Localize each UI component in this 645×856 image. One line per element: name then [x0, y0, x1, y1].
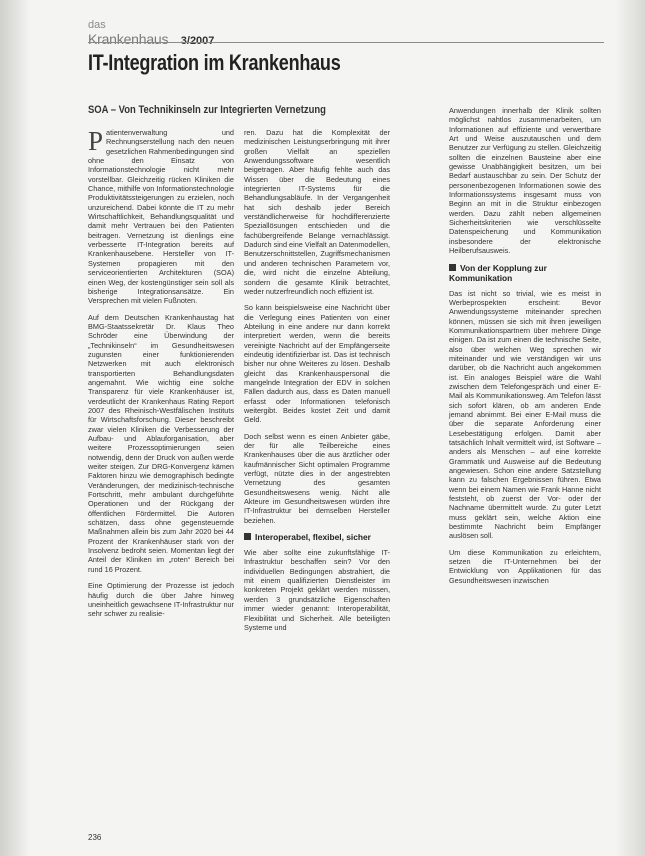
masthead-name: Krankenhaus	[88, 31, 169, 47]
scan-shadow-right	[615, 0, 645, 856]
article-title: IT-Integration im Krankenhaus	[88, 50, 341, 75]
article-subtitle: SOA – Von Technikinseln zur Integrierten Vernetzung	[88, 104, 326, 116]
paragraph: Anwendungen innerhalb der Klinik sollten möglichst nahtlos zusammenarbeiten, um Informationen auf effiziente und verwertbare Art und Weise auszutauschen und dem Benutzer zur Verfügung zu stellen. Gleichzeitig sollten die einzelnen Bausteine aber eine gewisse Unabhängigkeit besitzen, um bei Bedarf austauschbar zu sein. Der Schutz der personenbezogenen Informationen sowie des Informationssystems insgesamt muss von Beginn an mit in die Struktur einbezogen werden. Dazu zählt neben allgemeinen Sicherheitskriterien wie verschlüsselte Datenspeicherung und Kommunikation insbesondere der elektronische Heilberufsausweis.	[449, 106, 601, 256]
issue-number: 3/2007	[180, 35, 215, 47]
paragraph: Wie aber sollte eine zukunftsfähige IT-Infrastruktur beschaffen sein? Vor den individuellen Bedingungen abstrahiert, die mit einem qualifizierten Dienstleister im konkreten Projekt geklärt werden müssen, werden 3 grundsätzliche Eigenschaften immer wieder genannt: Interoperabilität, Flexibilität und Sicherheit. Alle beteiligten Systeme und	[244, 548, 390, 632]
paragraph: Um diese Kommunikation zu erleichtern, setzen die IT-Unternehmen bei der Entwicklung von Applikationen für das Gesundheitswesen inzwischen	[449, 547, 601, 585]
paragraph: Eine Optimierung der Prozesse ist jedoch häufig durch die über Jahre hinweg uneinheitlich gewachsene IT-Infrastruktur nur sehr schwer zu realisie-	[88, 581, 234, 619]
paragraph: Das ist nicht so trivial, wie es meist in Werbeprospekten erscheint: Bevor Anwendungssysteme miteinander sprechen können, müssen sie sich mit ihren jeweiligen Kommunikationspartnern über mehrere Dinge einigen. Da ist zum einen die technische Seite, also über welchen Weg sprechen wir miteinander und wie verständigen wir uns darüber, ob die Nachricht auch angekommen ist. Ein analoges Beispiel wäre die Wahl zwischen dem Telefongespräch und einer E-Mail als Kommunikationsweg. Am Telefon lässt sich sofort klären, ob am anderen Ende jemand abnimmt. Bei einer E-Mail muss die über die separate Anforderung einer Lesebestätigung erfolgen. Damit aber tatsächlich Inhalt vermittelt wird, ist Software – anders als Menschen – auf eine korrekte Grammatik und Ausweise auf die Bedeutung angewiesen. Schon eine andere Satzstellung kann zu falschen Ergebnissen führen. Etwa wenn bei einem Namen wie Frank Hanne nicht feststeht, ob zuerst der Vor- oder der Nachname übermittelt wurde. Zu guter Letzt muss geklärt sein, welche Aktion eine bestimmte Nachricht beim Empfänger auslösen soll.	[449, 288, 601, 541]
header-rule	[88, 42, 604, 43]
bullet-square-icon	[244, 533, 251, 540]
section-heading-text: Von der Kopplung zur Kommunikation	[449, 262, 547, 283]
scan-shadow-left	[0, 0, 30, 856]
paragraph: Auf dem Deutschen Krankenhaustag hat BMG-Staatssekretär Dr. Klaus Theo Schröder eine Überwindung der „Technikinseln“ im Gesundheitswesen zugunsten einer funktionierenden Netzwerken mit auch elektronisch transportierten Behandlungsdaten angemahnt. Wie wichtig eine solche Transparenz für viele Krankenhäuser ist, verdeutlicht der Krankenhaus Rating Report 2007 des Rheinisch-Westfälischen Instituts für Wirtschaftsforschung. Dieser beschreibt zwar vielen Kliniken die Verbesserung der Aufbau- und Ablauforganisation, aber weitere Prozessoptimierungen seien notwendig, denn der Druck von außen werde weiter steigen. Zur DRG-Konvergenz kämen Faktoren hinzu wie demographisch bedingte Veränderungen, der medizinisch-technische Fortschritt, mehr ambulant durchgeführte Operationen und der Rückgang der öffentlichen Fördermittel. Die Autoren schätzen, dass ohne gegensteuernde Maßnahmen allein bis zum Jahr 2020 bei 44 Prozent der Krankenhäuser stark von der Insolvenz bedroht seien. Momentan liegt der Anteil der Kliniken im „roten“ Bereich bei rund 16 Prozent.	[88, 312, 234, 574]
text-column-1	[88, 128, 234, 626]
paragraph	[88, 128, 234, 306]
paragraph: ren. Dazu hat die Komplexität der medizinischen Leistungserbringung mit ihrer großen Vielfalt an speziellen Anwendungssoftware wesentlich beigetragen. Aber häufig fehlte auch das Wissen über die Bedeutung eines integrierten IT-Systems für die Behandlungsabläufe. In der Vergangenheit hat sich deshalb jeder Bereich verständlicherweise für hochdifferenzierte Speziallösungen entschieden und die fachübergreifende Belange vernachlässigt. Dadurch sind eine Vielfalt an Datenmodellen, Benutzerschnittstellen, Zugriffsmechanismen und anderen technischen Parametern vor, die, wird nicht die einzelne Abteilung, sondern die gesamte Klinik betrachtet, weder nutzerfreundlich noch effizient ist.	[244, 128, 390, 296]
section-heading-text: Interoperabel, flexibel, sicher	[255, 532, 371, 543]
page-number: 236	[88, 833, 102, 842]
paragraph: So kann beispielsweise eine Nachricht über die Verlegung eines Patienten von einer Abteilung in eine andere nur dann korrekt interpretiert werden, wenn die bereits vereinigte Nachricht auf der Empfängerseite eindeutig identifizierbar ist. Das ist technisch bisher nur ohne Weiteres zu lösen. Deshalb gleicht das Krankenhauspersonal die mangelnde Integration der EDV in solchen Fällen dadurch aus, dass es Daten manuell erfasst oder Informationen telefonisch weitergibt. Beides kostet Zeit und damit Geld.	[244, 303, 390, 425]
masthead-das: das	[88, 19, 106, 31]
paragraph: Doch selbst wenn es einen Anbieter gäbe, der für alle Teilbereiche eines Krankenhauses über die aus ärztlicher oder kaufmännischer Sicht optimalen Programme verfügt, nützte dies in der angestrebten Vernetzung des gesamten Gesundheitswesens wenig. Nicht alle Akteure im Gesundheitswesen würden ihre IT-Infrastruktur bei demselben Hersteller beziehen.	[244, 431, 390, 525]
section-heading	[244, 532, 390, 542]
text-column-3	[449, 106, 601, 592]
masthead	[88, 20, 214, 49]
drop-cap: P	[88, 126, 104, 156]
paragraph-text: atientenverwaltung und Rechnungserstellung nach den neuen gesetzlichen Rahmenbedingungen sind ohne den Einsatz von Informationstechnologie nicht mehr vorstellbar. Gleichzeitig rücken Kliniken die Chance, mithilfe von Informationstechnologie Produktivitätssteigerungen zu erzielen, noch unzureichend. Dabei könnte die IT zu mehr Wirtschaftlichkeit, Behandlungsqualität und damit mehr Vertrauen bei den Patienten beitragen. Vernetzung ist dienlings eine verbesserte IT-Integration bereits auf Krankenhausebene. Hersteller von IT-Systemen propagieren mit den serviceorientierten Architekturen (SOA) einen Weg, der kostengünstiger sein soll als bisherige Integrationsansätze. Ein Versprechen mit vielen Fußnoten.	[88, 128, 234, 306]
text-column-2	[244, 128, 390, 639]
bullet-square-icon	[449, 264, 456, 271]
section-heading	[449, 263, 601, 283]
